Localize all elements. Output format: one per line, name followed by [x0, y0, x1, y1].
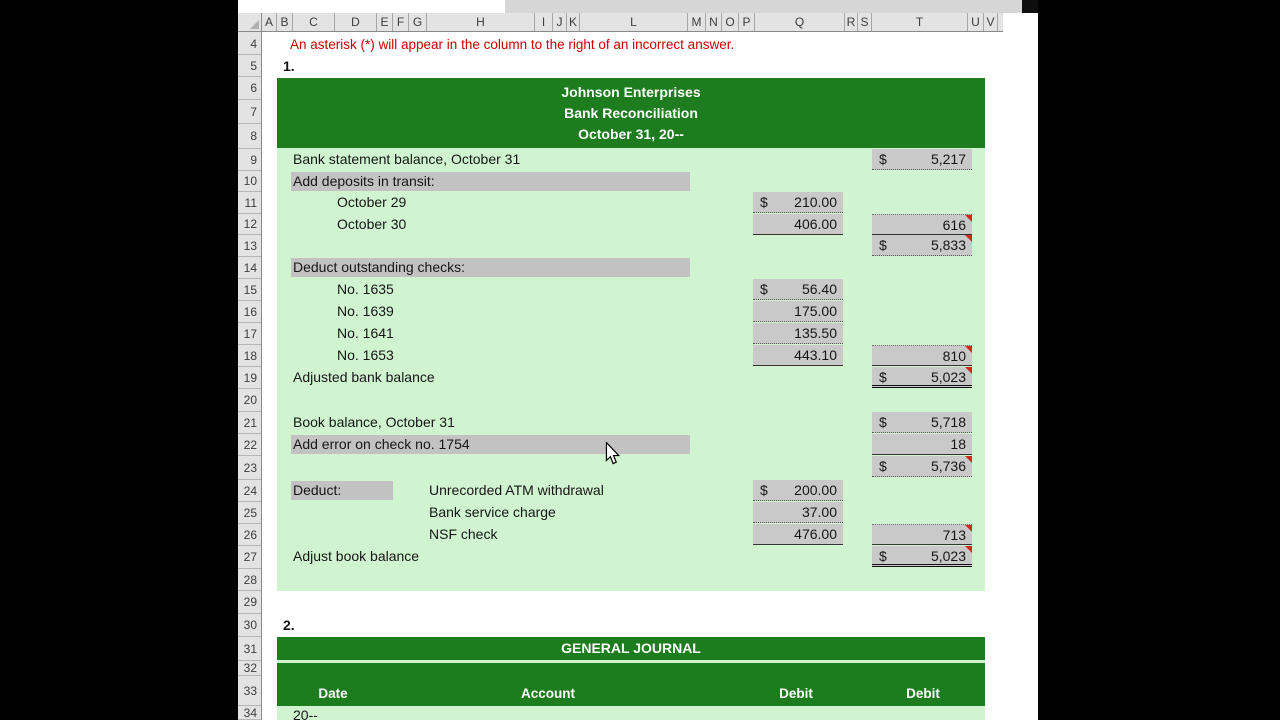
- comment-indicator-icon: [965, 367, 972, 374]
- journal-first-row[interactable]: [277, 706, 985, 720]
- line-label: Add deposits in transit:: [293, 173, 435, 189]
- amount-value: 210.00: [794, 194, 837, 210]
- amount-cell-q[interactable]: [753, 323, 843, 344]
- amount-value: 175.00: [794, 303, 837, 319]
- line-sublabel: Unrecorded ATM withdrawal: [429, 482, 604, 498]
- journal-column-0: Date: [318, 686, 348, 701]
- journal-column-1: Account: [521, 686, 575, 701]
- row-header-17[interactable]: 17: [238, 323, 261, 345]
- column-header-O[interactable]: O: [722, 13, 739, 31]
- column-header-A[interactable]: A: [262, 13, 277, 31]
- comment-indicator-icon: [965, 456, 972, 463]
- dollar-sign: $: [760, 482, 768, 498]
- comment-indicator-icon: [965, 546, 972, 553]
- row-header-19[interactable]: 19: [238, 367, 261, 389]
- row-header-26[interactable]: 26: [238, 524, 261, 546]
- amount-cell-q[interactable]: [753, 192, 843, 213]
- line-label: Adjusted bank balance: [293, 369, 435, 385]
- line-label: Bank statement balance, October 31: [293, 151, 521, 167]
- mouse-cursor: [604, 442, 621, 465]
- amount-cell-t[interactable]: [872, 367, 972, 388]
- select-all-corner[interactable]: [238, 13, 262, 32]
- amount-cell-q[interactable]: [753, 279, 843, 300]
- row-header-24[interactable]: 24: [238, 480, 261, 502]
- amount-cell-t[interactable]: [872, 546, 972, 567]
- row-header-5[interactable]: 5: [238, 55, 261, 77]
- amount-value: 5,023: [930, 369, 966, 385]
- top-strip: [505, 0, 1022, 13]
- row-header-27[interactable]: 27: [238, 546, 261, 569]
- row-header-20[interactable]: 20: [238, 389, 261, 412]
- amount-cell-t[interactable]: [872, 345, 972, 366]
- column-header-K[interactable]: K: [567, 13, 580, 31]
- row-header-30[interactable]: 30: [238, 614, 261, 637]
- select-all-icon: [250, 20, 259, 29]
- column-header-E[interactable]: E: [377, 13, 393, 31]
- amount-cell-q[interactable]: [753, 480, 843, 501]
- amount-value: 56.40: [801, 281, 837, 297]
- dollar-sign: $: [760, 281, 768, 297]
- column-header-U[interactable]: U: [968, 13, 984, 31]
- column-header-J[interactable]: J: [553, 13, 567, 31]
- row-header-14[interactable]: 14: [238, 257, 261, 279]
- amount-value: 5,833: [930, 237, 966, 253]
- amount-cell-q[interactable]: [753, 502, 843, 523]
- amount-cell-q[interactable]: [753, 345, 843, 366]
- row-header-31[interactable]: 31: [238, 637, 261, 661]
- column-header-L[interactable]: L: [580, 13, 688, 31]
- line-sublabel: Bank service charge: [429, 504, 556, 520]
- row-header-12[interactable]: 12: [238, 214, 261, 235]
- comment-indicator-icon: [965, 346, 972, 353]
- comment-indicator-icon: [965, 235, 972, 242]
- amount-cell-t[interactable]: [872, 456, 972, 477]
- line-label: No. 1639: [337, 303, 394, 319]
- comment-indicator-icon: [965, 525, 972, 532]
- row-headers: [238, 32, 262, 720]
- row-header-21[interactable]: 21: [238, 412, 261, 434]
- row-header-9[interactable]: 9: [238, 149, 261, 171]
- amount-value: 5,023: [930, 548, 966, 564]
- row-header-22[interactable]: 22: [238, 434, 261, 456]
- amount-cell-t[interactable]: [872, 149, 972, 170]
- column-header-I[interactable]: I: [535, 13, 553, 31]
- row-header-32[interactable]: 32: [238, 661, 261, 676]
- amount-cell-t[interactable]: [872, 214, 972, 235]
- reconciliation-title-block: [277, 78, 985, 148]
- amount-cell-t[interactable]: [872, 412, 972, 433]
- column-header-T[interactable]: T: [872, 13, 968, 31]
- journal-header-row: [277, 663, 985, 706]
- column-header-B[interactable]: B: [277, 13, 293, 31]
- column-header-Q[interactable]: Q: [755, 13, 845, 31]
- column-header-D[interactable]: D: [335, 13, 377, 31]
- row-header-10[interactable]: 10: [238, 171, 261, 192]
- amount-value: 5,736: [930, 458, 966, 474]
- amount-value: 443.10: [794, 347, 837, 363]
- section-1-label: 1.: [283, 58, 295, 74]
- line-label: October 29: [337, 194, 407, 210]
- dollar-sign: $: [760, 194, 768, 210]
- journal-title: GENERAL JOURNAL: [277, 637, 985, 660]
- statement-name: Bank Reconciliation: [564, 105, 698, 121]
- amount-value: 135.50: [794, 325, 837, 341]
- column-header-P[interactable]: P: [739, 13, 755, 31]
- line-label: No. 1635: [337, 281, 394, 297]
- amount-cell-t[interactable]: [872, 524, 972, 545]
- column-header-N[interactable]: N: [706, 13, 722, 31]
- column-header-C[interactable]: C: [293, 13, 335, 31]
- row-header-4[interactable]: 4: [238, 33, 261, 55]
- dollar-sign: $: [879, 548, 887, 564]
- row-header-23[interactable]: 23: [238, 456, 261, 480]
- amount-value: 406.00: [794, 216, 837, 232]
- amount-cell-q[interactable]: [753, 524, 843, 545]
- row-header-8[interactable]: 8: [238, 124, 261, 149]
- amount-value: 200.00: [794, 482, 837, 498]
- line-label: Adjust book balance: [293, 548, 420, 564]
- line-label: No. 1653: [337, 347, 394, 363]
- company-name: Johnson Enterprises: [561, 84, 701, 100]
- journal-first-cell: 20--: [293, 707, 318, 720]
- row-header-25[interactable]: 25: [238, 502, 261, 524]
- amount-value: 5,718: [930, 414, 966, 430]
- line-label: October 30: [337, 216, 407, 232]
- row-header-13[interactable]: 13: [238, 235, 261, 257]
- line-label: Deduct:: [293, 482, 342, 498]
- column-header-F[interactable]: F: [393, 13, 409, 31]
- row-header-29[interactable]: 29: [238, 591, 261, 614]
- row-header-15[interactable]: 15: [238, 279, 261, 301]
- instruction-note: An asterisk (*) will appear in the column to the right of an incorrect answer.: [290, 37, 735, 52]
- section-2-label: 2.: [283, 617, 295, 633]
- journal-column-3: Debit: [906, 686, 940, 701]
- amount-value: 5,217: [930, 151, 966, 167]
- journal-column-2: Debit: [779, 686, 813, 701]
- row-header-11[interactable]: 11: [238, 192, 261, 214]
- amount-value: 476.00: [794, 526, 837, 542]
- row-header-28[interactable]: 28: [238, 569, 261, 591]
- amount-cell-t[interactable]: [872, 434, 972, 455]
- line-label: Book balance, October 31: [293, 414, 455, 430]
- row-header-18[interactable]: 18: [238, 345, 261, 367]
- amount-value: 616: [942, 217, 966, 233]
- row-header-6[interactable]: 6: [238, 77, 261, 100]
- dollar-sign: $: [879, 237, 887, 253]
- dollar-sign: $: [879, 458, 887, 474]
- row-header-33[interactable]: 33: [238, 676, 261, 706]
- row-header-16[interactable]: 16: [238, 301, 261, 323]
- line-sublabel: NSF check: [429, 526, 498, 542]
- amount-cell-t[interactable]: [872, 235, 972, 256]
- row-header-7[interactable]: 7: [238, 100, 261, 124]
- column-header-V[interactable]: V: [984, 13, 998, 31]
- comment-indicator-icon: [965, 215, 972, 222]
- statement-date: October 31, 20--: [578, 126, 684, 142]
- column-headers: [238, 13, 1003, 32]
- row-header-34[interactable]: 34: [238, 706, 261, 720]
- column-header-S[interactable]: S: [858, 13, 872, 31]
- line-label: Deduct outstanding checks:: [293, 259, 465, 275]
- amount-value: 37.00: [801, 504, 837, 520]
- dollar-sign: $: [879, 369, 887, 385]
- spreadsheet-viewport: [238, 0, 1038, 720]
- amount-value: 713: [942, 527, 966, 543]
- amount-cell-q[interactable]: [753, 301, 843, 322]
- dollar-sign: $: [879, 151, 887, 167]
- top-strip-corner: [1022, 0, 1038, 13]
- line-label: No. 1641: [337, 325, 394, 341]
- amount-value: 18: [950, 436, 966, 452]
- amount-value: 810: [942, 348, 966, 364]
- column-header-M[interactable]: M: [688, 13, 706, 31]
- amount-cell-q[interactable]: [753, 214, 843, 235]
- column-header-R[interactable]: R: [845, 13, 858, 31]
- column-header-H[interactable]: H: [427, 13, 535, 31]
- dollar-sign: $: [879, 414, 887, 430]
- line-label: Add error on check no. 1754: [293, 436, 470, 452]
- column-header-G[interactable]: G: [409, 13, 427, 31]
